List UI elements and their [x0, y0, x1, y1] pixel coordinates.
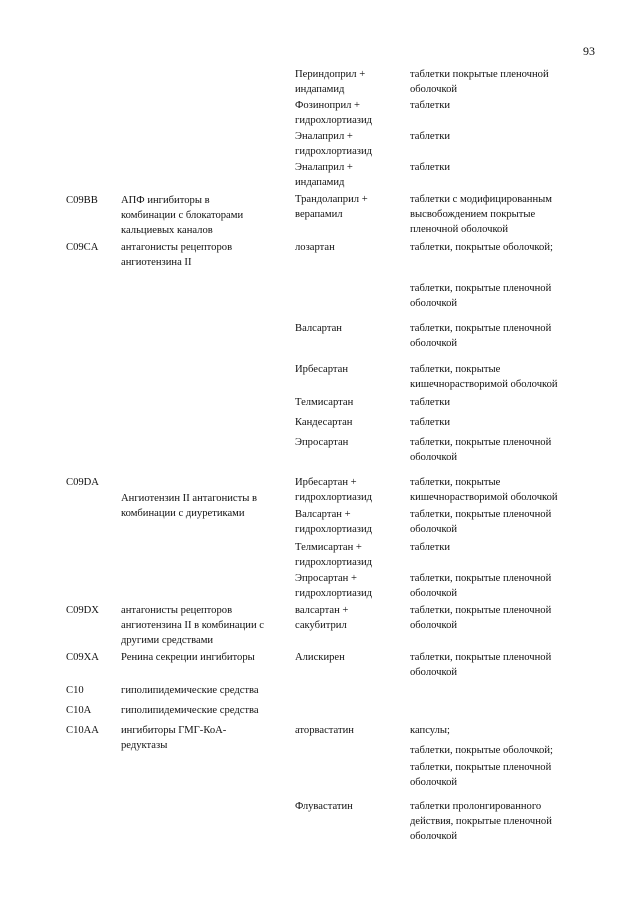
drug-name: [295, 507, 372, 537]
text-line: гиполипидемические средства: [121, 705, 259, 716]
text-line: Телмисартан +: [295, 542, 362, 553]
text-line: таблетки, покрытые пленочной: [410, 652, 552, 663]
group-name: [121, 723, 226, 753]
text-line: Ирбесартан +: [295, 477, 357, 488]
dosage-form: [410, 160, 450, 175]
text-line: гиполипидемические средства: [121, 685, 259, 696]
text-line: гидрохлортиазид: [295, 115, 373, 126]
text-line: гидрохлортиазид: [295, 492, 373, 503]
text-line: таблетки пролонгированного: [410, 801, 542, 812]
drug-name: [295, 395, 353, 410]
text-line: Эналаприл +: [295, 131, 353, 142]
text-line: ингибиторы ГМГ-КоА-: [121, 725, 227, 736]
dosage-form: [410, 321, 551, 351]
drug-name: [295, 603, 348, 633]
dosage-form: [410, 760, 551, 790]
drug-name: [295, 129, 372, 159]
text-line: Валсартан: [295, 323, 342, 334]
text-line: АПФ ингибиторы в: [121, 195, 210, 206]
atc-code: C10A: [66, 705, 92, 716]
text-line: Ирбесартан: [295, 364, 348, 375]
text-line: валсартан +: [295, 605, 349, 616]
atc-code: C10AA: [66, 725, 99, 736]
text-line: кишечнорастворимой оболочкой: [410, 379, 558, 390]
text-line: Валсартан +: [295, 509, 351, 520]
dosage-form: [410, 799, 552, 844]
text-line: кальциевых каналов: [121, 225, 213, 236]
drug-name: [295, 571, 372, 601]
drug-name: [295, 240, 335, 255]
drug-name: [295, 799, 353, 814]
text-line: капсулы;: [410, 725, 450, 736]
text-line: оболочкой: [410, 588, 458, 599]
group-name: [121, 240, 232, 270]
drug-name: [295, 67, 365, 97]
text-line: оболочкой: [410, 452, 458, 463]
text-line: верапамил: [295, 209, 343, 220]
text-line: Телмисартан: [295, 397, 354, 408]
text-line: индапамид: [295, 177, 345, 188]
text-line: оболочкой: [410, 777, 458, 788]
text-line: Ренина секреции ингибиторы: [121, 652, 255, 663]
text-line: Эпросартан: [295, 437, 349, 448]
text-line: таблетки, покрытые пленочной: [410, 323, 552, 334]
text-line: Трандолаприл +: [295, 194, 368, 205]
text-line: индапамид: [295, 84, 345, 95]
text-line: таблетки, покрытые пленочной: [410, 509, 552, 520]
group-name: [121, 683, 259, 698]
atc-code: C09CA: [66, 242, 99, 253]
dosage-form: [410, 395, 450, 410]
drug-name: [295, 435, 348, 450]
dosage-form: [410, 362, 558, 392]
group-name: [121, 603, 264, 648]
text-line: таблетки, покрытые пленочной: [410, 573, 552, 584]
dosage-form: [410, 129, 450, 144]
dosage-form: [410, 507, 551, 537]
group-name: [121, 650, 255, 665]
text-line: таблетки, покрытые: [410, 364, 501, 375]
text-line: таблетки, покрытые оболочкой;: [410, 745, 553, 756]
text-line: Фозиноприл +: [295, 100, 361, 111]
group-name: [121, 491, 257, 521]
dosage-form: [410, 475, 558, 505]
text-line: таблетки, покрытые пленочной: [410, 605, 552, 616]
text-line: оболочкой: [410, 84, 458, 95]
group-name: [121, 703, 259, 718]
dosage-form: [410, 723, 450, 738]
dosage-form: [410, 603, 551, 633]
text-line: сакубитрил: [295, 620, 347, 631]
text-line: оболочкой: [410, 667, 458, 678]
text-line: высвобождением покрытые: [410, 209, 536, 220]
drug-name: [295, 192, 368, 222]
text-line: редуктазы: [121, 740, 168, 751]
text-line: Периндоприл +: [295, 69, 366, 80]
text-line: Ангиотензин II антагонисты в: [121, 493, 258, 504]
text-line: Алискирен: [295, 652, 345, 663]
text-line: другими средствами: [121, 635, 214, 646]
dosage-form: [410, 540, 450, 555]
text-line: таблетки, покрытые оболочкой;: [410, 242, 553, 253]
text-line: гидрохлортиазид: [295, 146, 373, 157]
text-line: таблетки: [410, 100, 451, 111]
text-line: таблетки, покрытые пленочной: [410, 762, 552, 773]
text-line: Кандесартан: [295, 417, 353, 428]
text-line: Эналаприл +: [295, 162, 353, 173]
dosage-form: [410, 67, 549, 97]
text-line: оболочкой: [410, 298, 458, 309]
text-line: кишечнорастворимой оболочкой: [410, 492, 558, 503]
text-line: Флувастатин: [295, 801, 353, 812]
text-line: Эпросартан +: [295, 573, 357, 584]
text-line: таблетки с модифицированным: [410, 194, 552, 205]
text-line: оболочкой: [410, 524, 458, 535]
atc-code: C10: [66, 685, 84, 696]
dosage-form: [410, 240, 553, 255]
text-line: оболочкой: [410, 338, 458, 349]
text-line: антагонисты рецепторов: [121, 242, 233, 253]
dosage-form: [410, 571, 551, 601]
text-line: пленочной оболочкой: [410, 224, 509, 235]
dosage-form: [410, 281, 551, 311]
text-line: таблетки: [410, 417, 451, 428]
drug-name: [295, 98, 372, 128]
drug-name: [295, 160, 353, 190]
text-line: таблетки: [410, 397, 451, 408]
text-line: антагонисты рецепторов: [121, 605, 233, 616]
text-line: ангиотензина II: [121, 257, 192, 268]
text-line: гидрохлортиазид: [295, 557, 373, 568]
group-name: [121, 193, 243, 238]
text-line: аторвастатин: [295, 725, 354, 736]
drug-name: [295, 415, 352, 430]
text-line: таблетки, покрытые пленочной: [410, 437, 552, 448]
atc-code: C09XA: [66, 652, 99, 663]
text-line: таблетки, покрытые пленочной: [410, 283, 552, 294]
text-line: таблетки: [410, 131, 451, 142]
text-line: лозартан: [295, 242, 335, 253]
drug-name: [295, 723, 354, 738]
drug-name: [295, 321, 342, 336]
text-line: действия, покрытые пленочной: [410, 816, 552, 827]
drug-name: [295, 362, 348, 377]
atc-code: C09BB: [66, 195, 98, 206]
text-line: гидрохлортиазид: [295, 588, 373, 599]
text-line: оболочкой: [410, 620, 458, 631]
text-line: оболочкой: [410, 831, 458, 842]
text-line: гидрохлортиазид: [295, 524, 373, 535]
text-line: таблетки, покрытые: [410, 477, 501, 488]
dosage-form: [410, 415, 450, 430]
atc-code: C09DX: [66, 605, 99, 616]
text-line: комбинации с блокаторами: [121, 210, 244, 221]
drug-name: [295, 650, 345, 665]
page-number: 93: [583, 44, 595, 58]
text-line: таблетки: [410, 162, 451, 173]
atc-code: C09DA: [66, 477, 99, 488]
text-line: таблетки покрытые пленочной: [410, 69, 549, 80]
drug-name: [295, 475, 372, 505]
text-line: таблетки: [410, 542, 451, 553]
text-line: ангиотензина II в комбинации с: [121, 620, 264, 631]
drug-name: [295, 540, 372, 570]
dosage-form: [410, 192, 552, 237]
text-line: комбинации с диуретиками: [121, 508, 245, 519]
dosage-form: [410, 435, 551, 465]
dosage-form: [410, 650, 551, 680]
dosage-form: [410, 98, 450, 113]
dosage-form: [410, 743, 553, 758]
